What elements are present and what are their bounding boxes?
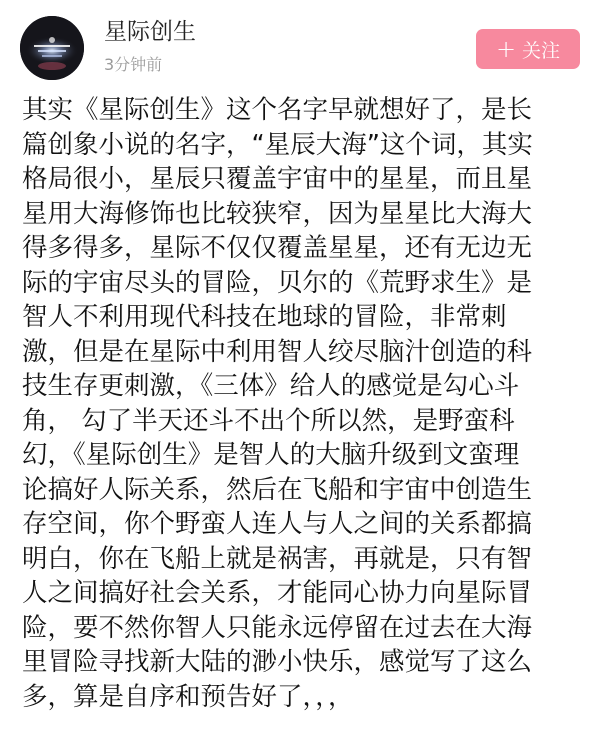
follow-button[interactable] (476, 29, 580, 69)
post-text-line: 险，要不然你智人只能永远停留在过去在大海 (22, 612, 533, 643)
post-text-line: 格局很小，星辰只覆盖宇宙中的星星，而且星 (22, 164, 533, 194)
post-text-line: 激，但是在星际中利用智人绞尽脑汁创造的科 (22, 336, 533, 367)
post-text-line: 得多得多，星际不仅仅覆盖星星，还有无边无 (22, 233, 533, 263)
avatar[interactable] (20, 16, 84, 80)
post-text-line: 论搞好人际关系，然后在飞船和宇宙中创造生 (22, 474, 533, 505)
post-body (22, 93, 582, 714)
post-text-line: 智人不利用现代科技在地球的冒险，非常刺 (22, 302, 507, 332)
post-text-line: 存空间，你个野蛮人连人与人之间的关系都搞 (22, 509, 533, 539)
post-text-line: 星用大海修饰也比较狭窄，因为星星比大海大 (22, 198, 533, 229)
post-header (0, 0, 600, 100)
post-timestamp: 3分钟前 (104, 55, 163, 74)
post-text-line: 篇创象小说的名字，“星辰大海”这个词，其实 (22, 129, 533, 160)
post-text-line: 角， 勾了半天还斗不出个所以然，是野蛮科 (22, 405, 515, 436)
follow-button-label: 关注 (522, 39, 561, 62)
post-text-line: 幻，《星际创生》是智人的大脑升级到文蛮理 (22, 440, 520, 470)
post-text-line: 人之间搞好社会关系，才能同心协力向星际冒 (22, 578, 533, 608)
galaxy-avatar-icon (20, 16, 84, 80)
post-text-line: 里冒险寻找新大陆的渺小快乐，感觉写了这么 (22, 647, 533, 677)
post-text-line: 其实《星际创生》这个名字早就想好了，是长 (22, 95, 533, 125)
post-text-line: 明白，你在飞船上就是祸害，再就是，只有智 (22, 543, 533, 574)
post-text-line: 际的宇宙尽头的冒险，贝尔的《荒野求生》是 (22, 267, 533, 298)
post-text-line: 多，算是自序和预告好了，，， (22, 681, 354, 712)
post-text-line: 技生存更刺激，《三体》给人的感觉是勾心斗 (22, 371, 520, 401)
plus-icon: + (495, 35, 517, 63)
author-name[interactable]: 星际创生 (104, 19, 196, 45)
